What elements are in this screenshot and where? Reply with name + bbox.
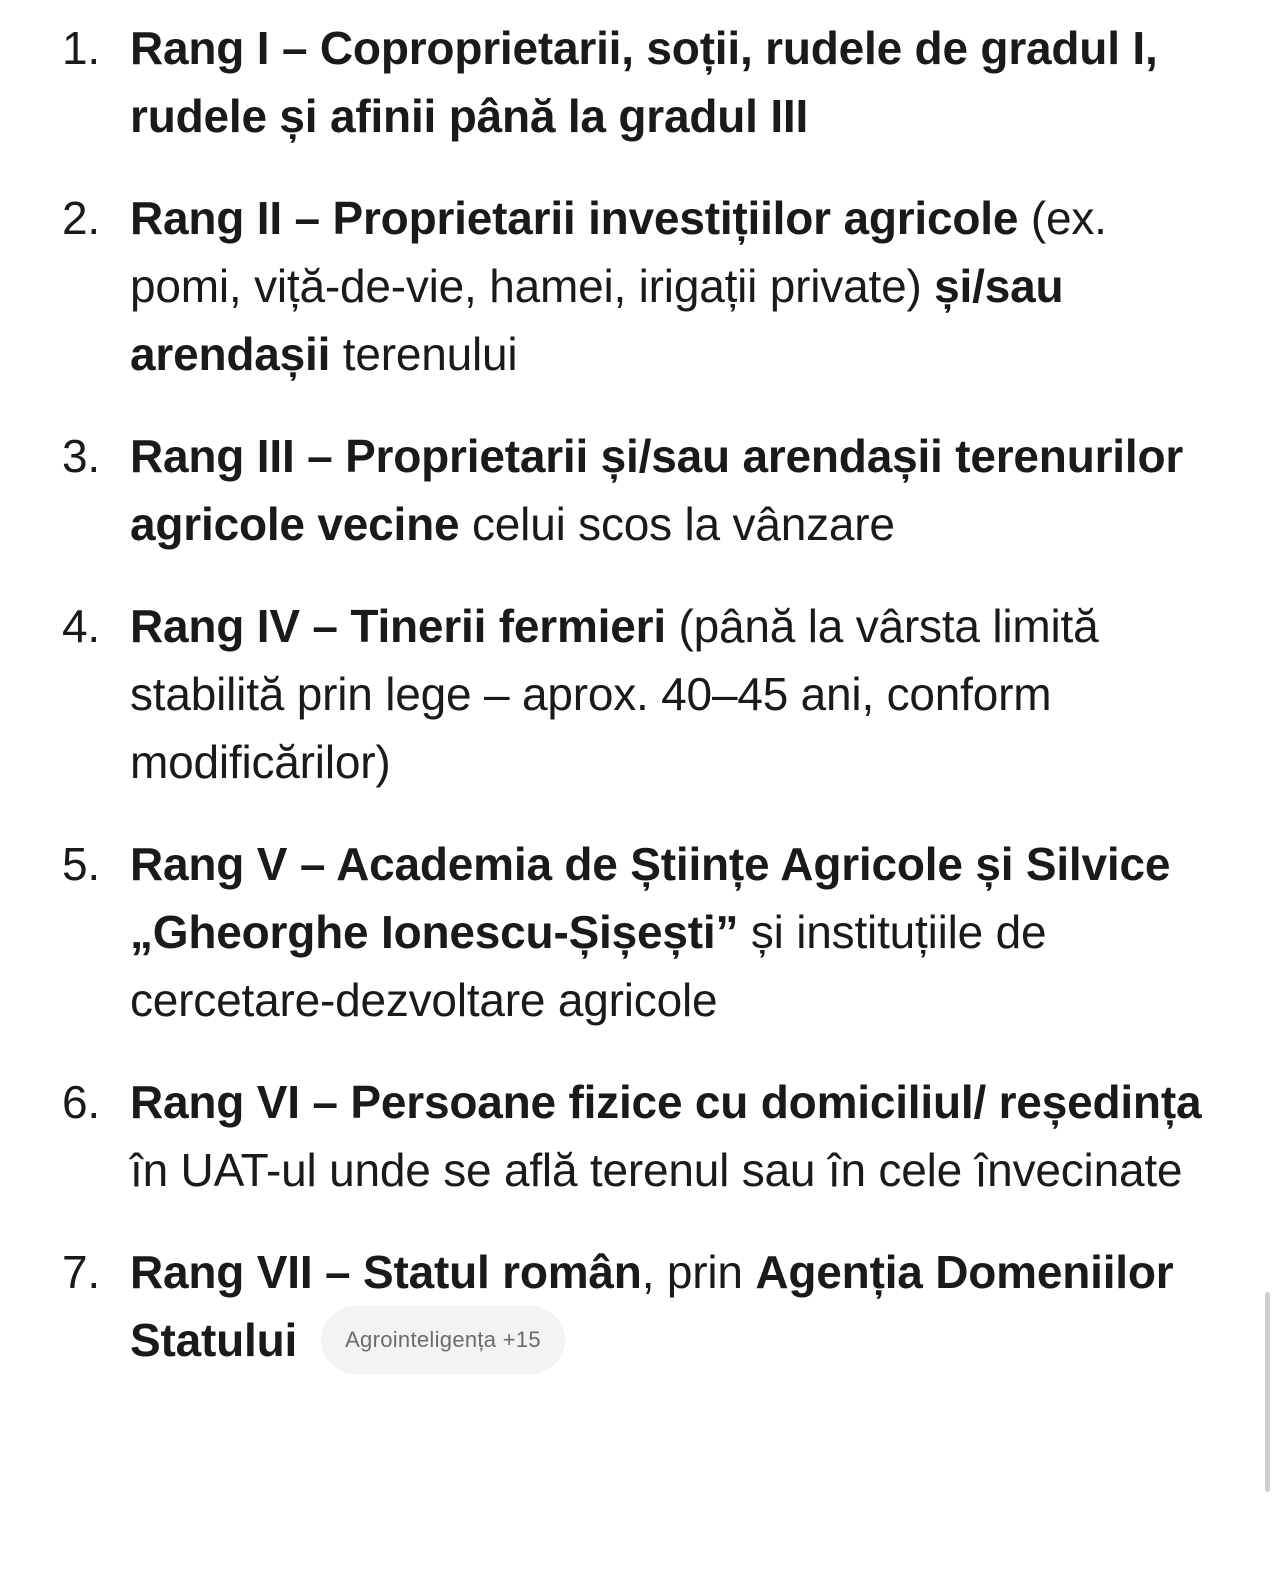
list-number: 4. [62,600,100,652]
list-number: 3. [62,430,100,482]
item-bold-text: Rang III – Proprietarii și/sau arendașii terenurilor agricole vecine [130,430,1184,550]
list-item [0,14,1274,150]
list-item [0,1068,1274,1204]
source-chip[interactable]: Agrointeligența +15 [321,1306,565,1374]
item-bold-text: Agenția Domeniilor Statului [130,1246,1174,1366]
item-bold-text: Rang VI – Persoane fizice cu domiciliul/ reședința [130,1076,1202,1128]
list-number: 1. [62,22,100,74]
ranking-list [0,14,1274,1408]
item-bold-text: Rang VII – Statul român [130,1246,642,1298]
item-bold-text: Rang I – Coproprietarii, soții, rudele de gradul I, rudele și afinii până la gradul III [130,22,1158,142]
list-number: 6. [62,1076,100,1128]
list-number: 5. [62,838,100,890]
item-bold-text: Rang V – Academia de Științe Agricole și Silvice „Gheorghe Ionescu-Șișești” [130,838,1171,958]
item-bold-text: și/sau arendașii [130,260,1064,380]
item-text: , prin [641,1246,756,1298]
item-text: celui scos la vânzare [459,498,895,550]
item-bold-text: Rang IV – Tinerii fermieri [130,600,666,652]
list-item [0,1238,1274,1374]
list-item [0,184,1274,388]
list-number: 2. [62,192,100,244]
item-text: (ex. pomi, viță-de-vie, hamei, irigații private) [130,192,1107,312]
item-text: în UAT-ul unde se află terenul sau în cele învecinate [130,1144,1183,1196]
list-item [0,422,1274,558]
list-number: 7. [62,1246,100,1298]
list-item [0,830,1274,1034]
list-item [0,592,1274,796]
item-bold-text: Rang II – Proprietarii investițiilor agricole [130,192,1019,244]
scrollbar[interactable] [1265,1292,1270,1492]
item-text: terenului [330,328,518,380]
item-text: (până la vârsta limită stabilită prin lege – aprox. 40–45 ani, conform modificărilor) [130,600,1099,788]
item-text: și instituțiile de cercetare-dezvoltare agricole [130,906,1047,1026]
